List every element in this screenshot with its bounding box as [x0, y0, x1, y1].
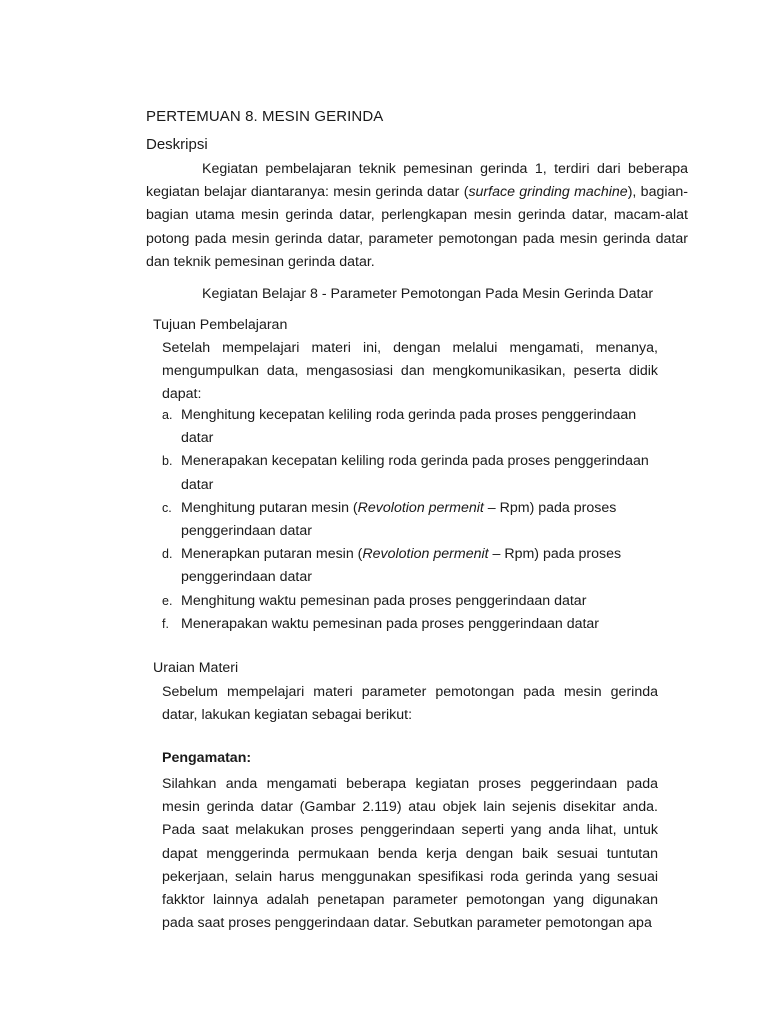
list-item	[162, 613, 662, 636]
list-item-text: Menghitung kecepatan keliling roda gerinda pada proses penggerindaan datar	[181, 407, 637, 447]
list-item-text: Menerapakan kecepatan keliling roda gerinda pada proses penggerindaan datar	[181, 453, 649, 493]
list-item-text-pre: Menerapkan putaran mesin (	[181, 546, 363, 563]
pengamatan-heading: Pengamatan:	[162, 750, 252, 766]
objectives-list	[162, 404, 662, 636]
list-item-label: f.	[162, 616, 169, 631]
page-title: PERTEMUAN 8. MESIN GERINDA	[146, 108, 384, 125]
list-item-text: Menghitung waktu pemesinan pada proses penggerindaan datar	[181, 592, 587, 609]
kegiatan-belajar-title: Kegiatan Belajar 8 - Parameter Pemotongan Pada Mesin Gerinda Datar	[202, 286, 654, 302]
list-item-label: b.	[162, 454, 173, 469]
list-item	[162, 404, 662, 450]
list-item	[162, 543, 662, 589]
description-paragraph	[146, 158, 688, 274]
list-item-label: a.	[162, 408, 173, 422]
uraian-body: Sebelum mempelajari materi parameter pemotongan pada mesin gerinda datar, lakukan kegiatan sebagai berikut:	[162, 684, 658, 724]
uraian-heading: Uraian Materi	[153, 660, 239, 676]
list-item-italic: Revolotion permenit	[357, 499, 484, 516]
list-item	[162, 497, 662, 543]
list-item	[162, 590, 662, 613]
list-item-label: e.	[162, 593, 173, 608]
list-item-text-pre: Menghitung putaran mesin (	[181, 499, 358, 516]
description-italic-term: surface grinding machine	[468, 184, 628, 201]
list-item-label: d.	[162, 547, 173, 562]
list-item-label: c.	[162, 500, 172, 515]
description-text-2: ), bagian-bagian utama mesin gerinda datar, perlengkapan mesin gerinda datar, macam-alat potong pada mesin gerinda datar, parameter pemotongan pada mesin gerinda datar dan teknik pemesinan gerinda datar.	[146, 184, 689, 270]
tujuan-intro: Setelah mempelajari materi ini, dengan melalui mengamati, menanya, mengumpulkan data, mengasosiasi dan mengkomunikasikan, peserta didik dapat:	[162, 340, 658, 403]
list-item-text-post: – Rpm) pada proses penggerindaan datar	[181, 546, 622, 586]
list-item	[162, 450, 662, 496]
list-item-text: Menerapakan waktu pemesinan pada proses penggerindaan datar	[181, 615, 600, 632]
tujuan-heading: Tujuan Pembelajaran	[153, 317, 288, 333]
pengamatan-body: Silahkan anda mengamati beberapa kegiatan proses peggerindaan pada mesin gerinda datar (Gambar 2.119) atau objek lain sejenis disekitar anda. Pada saat melakukan proses penggerindaan seperti yang anda lihat, untuk dapat menggerinda permukaan benda kerja dengan baik sesuai tuntutan pekerjaan, selain harus menggunakan spesifikasi roda gerinda yang sesuai fakktor lainnya adalah penetapan parameter pemotongan yang digunakan pada saat proses penggerindaan datar. Sebutkan parameter pemotongan apa	[162, 776, 658, 932]
description-heading: Deskripsi	[146, 136, 208, 153]
description-text-1: Kegiatan pembelajaran teknik pemesinan gerinda 1, terdiri dari beberapa kegiatan belajar diantaranya: mesin gerinda datar (	[146, 161, 688, 201]
list-item-italic: Revolotion permenit	[362, 546, 489, 563]
list-item-text-post: – Rpm) pada proses penggerindaan datar	[181, 499, 617, 540]
